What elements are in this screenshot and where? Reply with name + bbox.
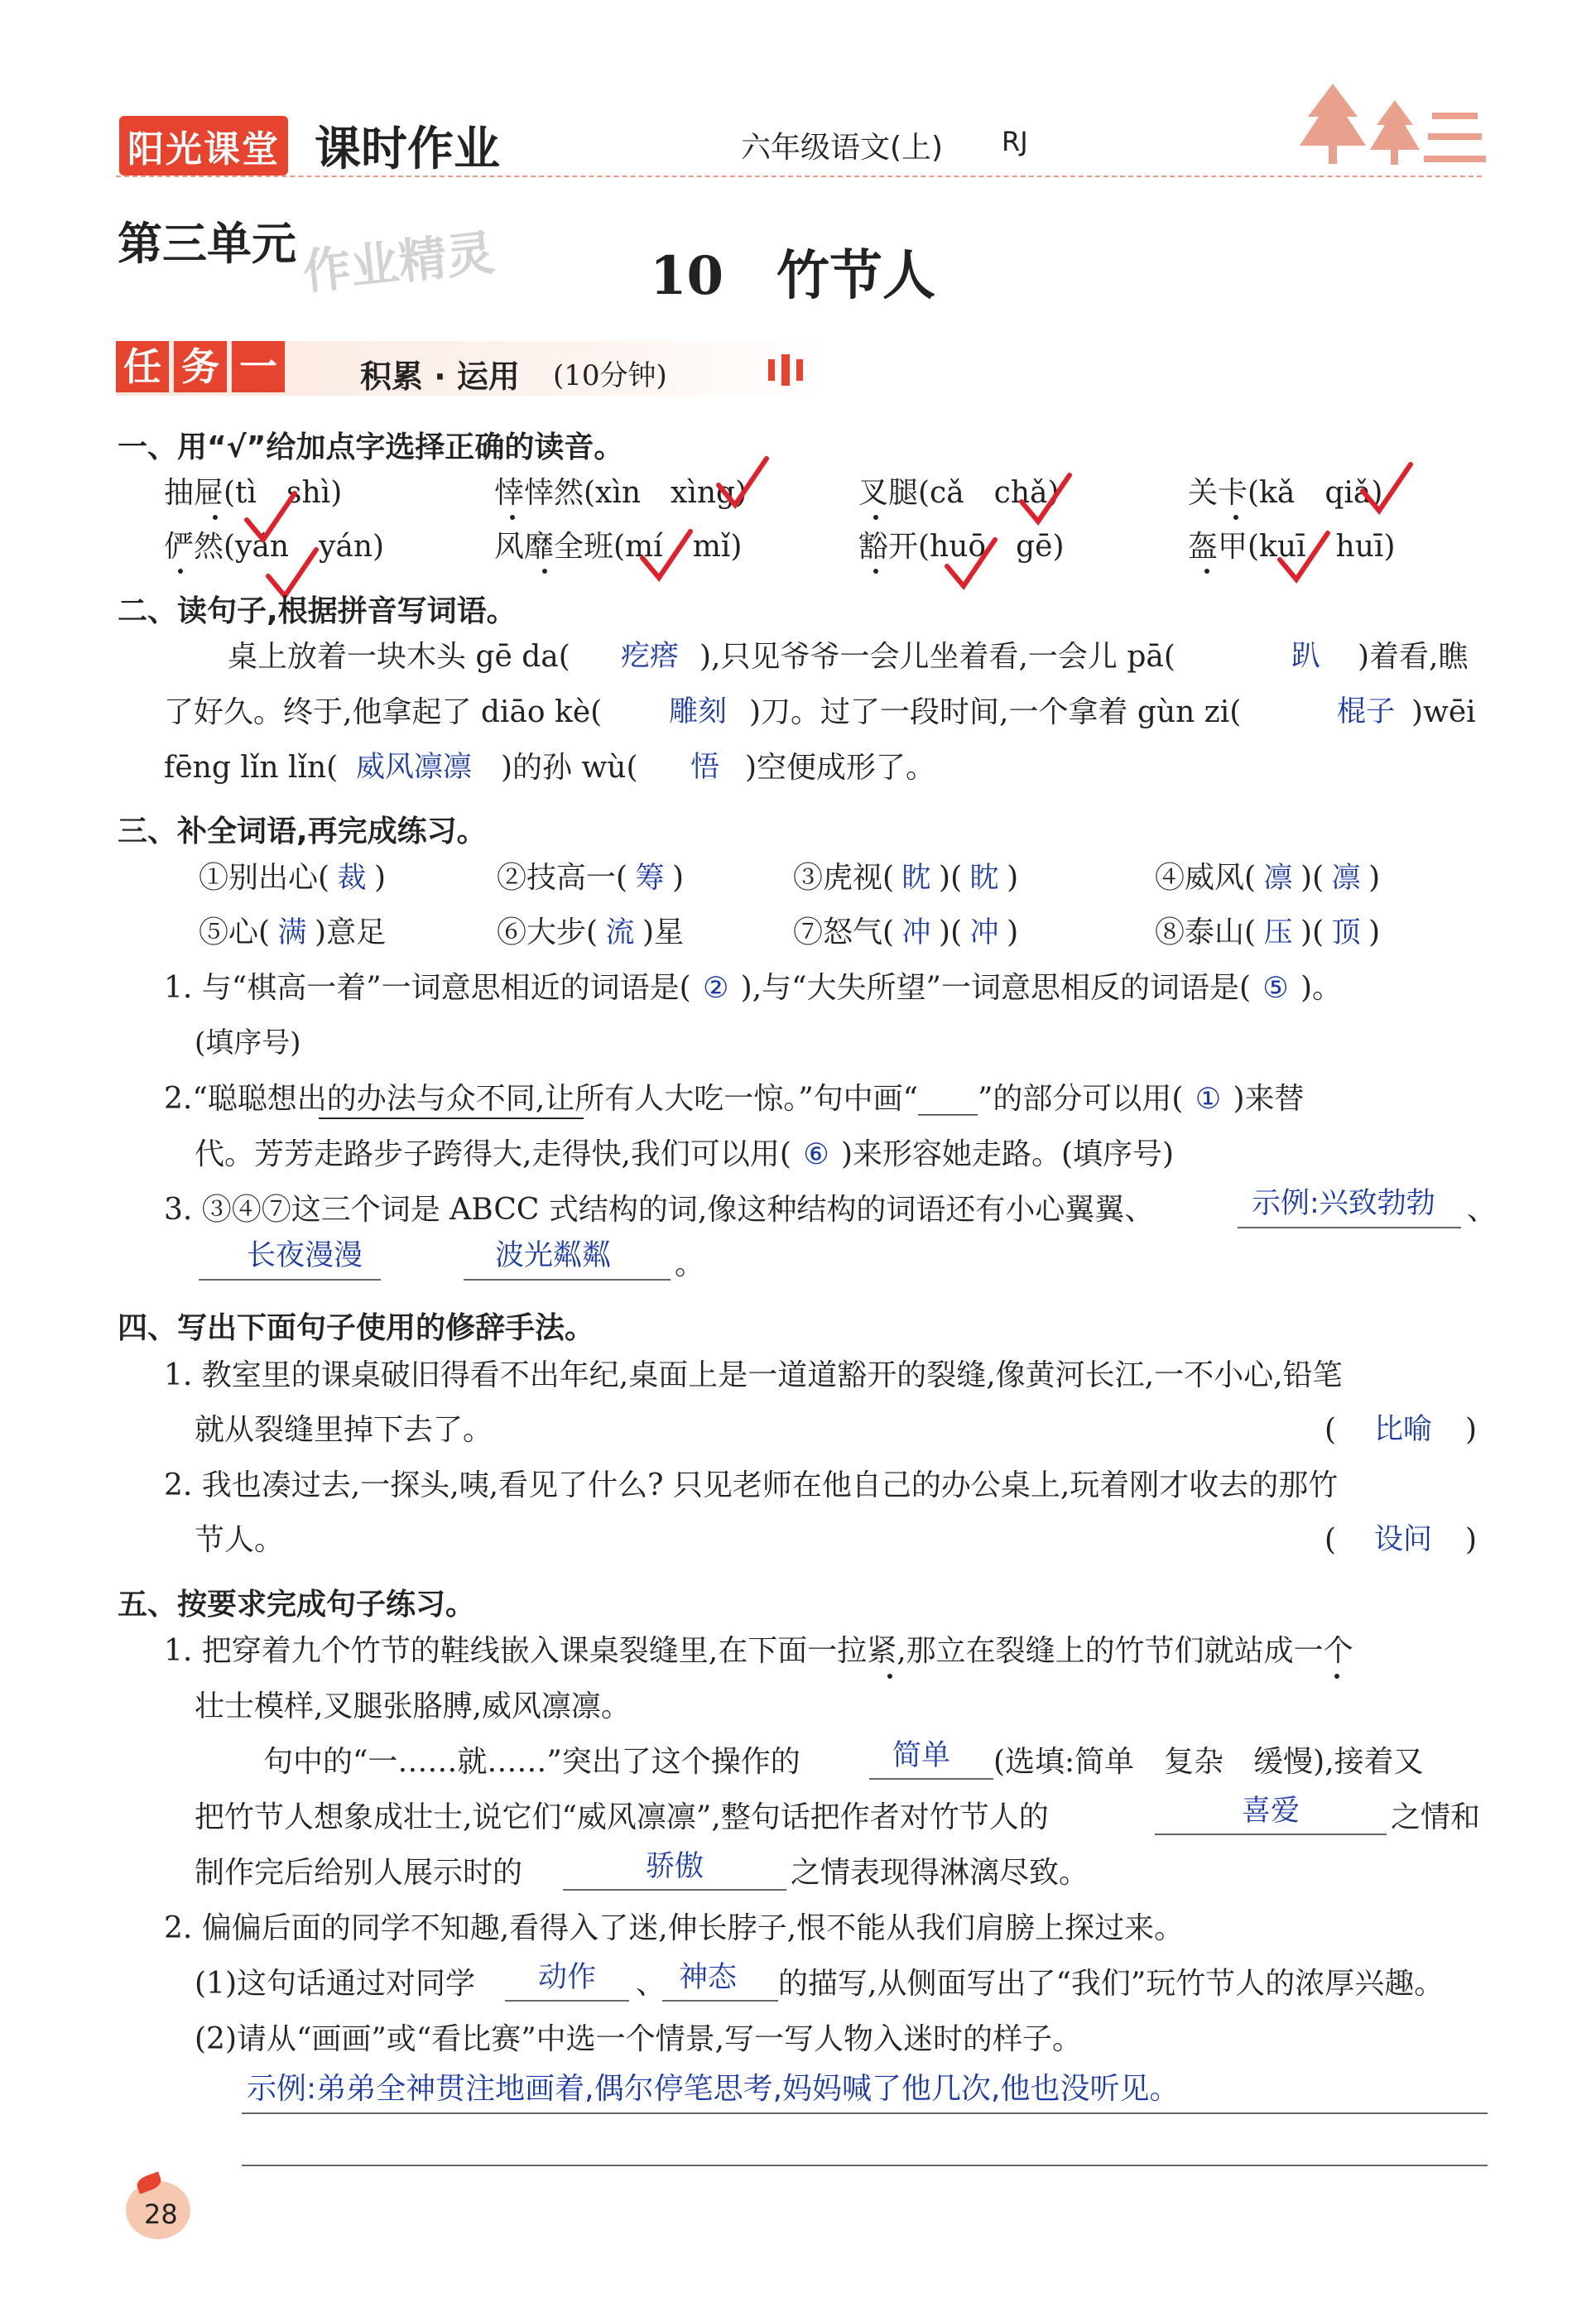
q2-line1a: 桌上放着一块木头 gē da(: [228, 640, 570, 674]
q4-item2-lparen: (: [1324, 1523, 1337, 1557]
q3-item4-mid: )(: [1300, 861, 1324, 895]
q3-item5-pre: ⑤心(: [199, 916, 271, 949]
q3-item6-answer[interactable]: 流: [605, 916, 635, 949]
q3-item3-answer-b[interactable]: 眈: [969, 862, 999, 895]
q1-r2-item4: 盔甲(kuī huī): [1188, 530, 1396, 564]
answer-line: [1238, 1227, 1461, 1228]
q2-line3a: fēng lǐn lǐn(: [164, 751, 339, 785]
q3-item4-pre: ④威风(: [1155, 861, 1257, 895]
emphasis-dot: [178, 569, 183, 574]
q2-line3b: )的孙 wù(: [501, 751, 638, 785]
q3-item8-pre: ⑧泰山(: [1155, 916, 1257, 949]
q3-item1-post: ): [374, 861, 387, 895]
q3-s1-line: [164, 973, 1342, 1003]
q3-item8-mid: )(: [1300, 916, 1324, 949]
q3-item2: [497, 863, 684, 893]
q3-item4-answer-a[interactable]: 凛: [1263, 862, 1293, 895]
q5-item1-line3a: 句中的“一……就……”突出了这个操作的: [263, 1745, 800, 1779]
q2-line2b: )刀。过了一段时间,一个拿着 gùn zi(: [749, 695, 1242, 729]
q5-answer5[interactable]: 神态: [679, 1961, 738, 1994]
edition-label: RJ: [1002, 126, 1028, 157]
q3-item7-answer-a[interactable]: 冲: [901, 916, 931, 949]
q2-answer3[interactable]: 雕刻: [669, 695, 728, 728]
q3-item2-answer[interactable]: 筹: [635, 862, 665, 895]
q3-s1b: ),与“大失所望”一词意思相反的词语是(: [740, 971, 1251, 1005]
answer-line: [563, 1889, 786, 1891]
q3-item5-post: )意足: [315, 916, 387, 949]
emphasis-dot: [887, 1674, 892, 1679]
q5-item2-sub2: (2)请从“画画”或“看比赛”中选一个情景,写一写人物入迷时的样子。: [195, 2022, 1083, 2056]
q3-item1-answer[interactable]: 裁: [337, 862, 367, 895]
q4-title: 四、写出下面句子使用的修辞手法。: [118, 1311, 595, 1345]
q2-answer6[interactable]: 悟: [690, 751, 720, 784]
check-mark-icon: [1275, 528, 1333, 586]
q4-answer1[interactable]: 比喻: [1374, 1413, 1433, 1446]
check-mark-icon: [242, 488, 300, 546]
q5-answer6[interactable]: 示例:弟弟全神贯注地画着,偶尔停笔思考,妈妈喊了他几次,他也没听见。: [247, 2072, 1180, 2106]
brand-badge: 阳光课堂: [119, 116, 288, 175]
q4-item1-rparen: ): [1465, 1413, 1478, 1447]
q3-s3a: 3. ③④⑦这三个词是 ABCC 式结构的词,像这种结构的词语还有小心翼翼、: [164, 1193, 1155, 1227]
q4-item1-lparen: (: [1324, 1413, 1337, 1447]
underlined-phrase-mark: [319, 1117, 584, 1119]
q5-item1-line3b: (选填:简单 复杂 缓慢),接着又: [993, 1745, 1424, 1779]
task-name: 积累 · 运用: [360, 358, 520, 395]
q3-s3-end: 。: [675, 1247, 705, 1281]
q3-s2-line2: [195, 1137, 1175, 1171]
q3-item8: [1155, 918, 1380, 948]
q5-answer2[interactable]: 喜爱: [1242, 1795, 1300, 1828]
answer-line: [505, 2000, 629, 2002]
q3-item7: [793, 918, 1018, 948]
lesson-title: 10 竹节人: [650, 245, 936, 307]
q3-s1-answer2[interactable]: ⑤: [1262, 972, 1289, 1005]
q2-answer5[interactable]: 威风凛凛: [356, 751, 473, 784]
q3-item5-answer[interactable]: 满: [277, 916, 307, 949]
q2-line2a: 了好久。终于,他拿起了 diāo kè(: [164, 695, 603, 729]
q3-s2-answer2[interactable]: ⑥: [803, 1138, 829, 1171]
q5-answer4[interactable]: 动作: [538, 1961, 597, 1994]
q3-s2d: )来形容她走路。(填序号): [840, 1137, 1175, 1171]
task-time: (10分钟): [553, 359, 667, 392]
q3-item8-answer-a[interactable]: 压: [1263, 916, 1293, 949]
q3-item3-pre: ③虎视(: [793, 861, 895, 895]
q3-item4-answer-b[interactable]: 凛: [1331, 862, 1361, 895]
q5-item1-line1: 1. 把穿着九个竹节的鞋线嵌入课桌裂缝里,在下面一拉紧,那立在裂缝上的竹节们就站成一个: [164, 1634, 1353, 1668]
q5-title: 五、按要求完成句子练习。: [118, 1588, 476, 1622]
q1-r2-item3: 豁开(huō gē): [858, 530, 1065, 564]
q3-s1-answer1[interactable]: ②: [702, 972, 729, 1005]
q3-item3-mid: )(: [939, 861, 963, 895]
q3-s2-answer1[interactable]: ①: [1195, 1083, 1222, 1116]
q4-item2-line2: 节人。: [195, 1523, 285, 1557]
answer-line: [1155, 1834, 1387, 1835]
q3-item4-post: ): [1368, 861, 1381, 895]
grade-label: 六年级语文(上): [741, 131, 944, 165]
emphasis-dot: [510, 515, 515, 520]
q2-line3c: )空便成形了。: [745, 751, 936, 785]
q1-r2-item1: 俨然(yǎn yán): [164, 530, 385, 564]
q2-line1b: ),只见爷爷一会儿坐着看,一会儿 pā(: [699, 640, 1175, 674]
emphasis-dot: [873, 515, 878, 520]
emphasis-dot: [1204, 569, 1209, 574]
q2-title: 二、读句子,根据拼音写词语。: [118, 594, 517, 628]
header-rule: [116, 175, 1482, 177]
q3-title: 三、补全词语,再完成练习。: [118, 815, 487, 848]
q5-answer3[interactable]: 骄傲: [646, 1850, 704, 1883]
q3-s1a: 1. 与“棋高一着”一词意思相近的词语是(: [164, 971, 691, 1005]
q5-item1-line5a: 制作完后给别人展示时的: [195, 1856, 523, 1890]
tree-decoration-icon: [1296, 79, 1486, 171]
q3-item2-post: ): [672, 861, 685, 895]
q1-title: 一、用“√”给加点字选择正确的读音。: [118, 430, 624, 464]
check-mark-icon: [942, 535, 1000, 593]
q4-item1-line1: 1. 教室里的课桌破旧得看不出年纪,桌面上是一道道豁开的裂缝,像黄河长江,一不小心,铅笔: [164, 1358, 1343, 1392]
q5-item2-sep: 、: [636, 1967, 666, 2001]
check-mark-icon: [637, 526, 695, 584]
q3-item5: [199, 918, 386, 948]
q4-item2-rparen: ): [1465, 1523, 1478, 1557]
emphasis-dot: [542, 569, 547, 574]
q2-line1c: )着看,瞧: [1358, 640, 1469, 674]
q1-r2-item2: 风靡全班(mí mǐ): [494, 530, 743, 564]
q2-line2c: )wēi: [1411, 695, 1476, 729]
q3-s2c: 代。芳芳走路步子跨得大,走得快,我们可以用(: [195, 1137, 791, 1171]
task-char-1: 任: [116, 341, 169, 392]
q3-s2a: 2.“聪聪想出的办法与众不同,让所有人大吃一惊。”句中画“____”的部分可以用(: [164, 1082, 1184, 1116]
q4-item1-line2: 就从裂缝里掉下去了。: [195, 1413, 493, 1447]
q3-item2-pre: ②技高一(: [497, 861, 628, 895]
q4-answer2[interactable]: 设问: [1374, 1523, 1433, 1556]
task-char-3: 一: [232, 341, 285, 392]
q3-item6: [497, 918, 684, 948]
q3-s3-answer3[interactable]: 波光粼粼: [495, 1239, 612, 1272]
q2-answer4[interactable]: 棍子: [1337, 695, 1396, 728]
check-mark-icon: [1017, 470, 1074, 528]
q3-item8-answer-b[interactable]: 顶: [1331, 916, 1361, 949]
answer-line: [242, 2112, 1488, 2114]
q3-s2b: )来替: [1233, 1082, 1305, 1116]
q4-item2-line1: 2. 我也凑过去,一探头,咦,看见了什么? 只见老师在他自己的办公桌上,玩着刚才收去的那竹: [164, 1468, 1339, 1502]
q3-s1c: )。: [1300, 971, 1343, 1005]
q2-answer1[interactable]: 疙瘩: [621, 640, 680, 673]
emphasis-dot: [1334, 1674, 1339, 1679]
q3-item7-mid: )(: [939, 916, 963, 949]
emphasis-dot: [213, 515, 218, 520]
answer-line: [662, 2000, 778, 2002]
q3-s3-answer1[interactable]: 示例:兴致勃勃: [1252, 1187, 1435, 1220]
q5-item1-line5b: 之情表现得淋漓尽致。: [791, 1856, 1089, 1890]
answer-line: [869, 1778, 993, 1780]
q5-item1-line4a: 把竹节人想象成壮士,说它们“威风凛凛”,整句话把作者对竹节人的: [195, 1800, 1049, 1834]
q5-item2-line1: 2. 偏偏后面的同学不知趣,看得入了迷,伸长脖子,恨不能从我们肩膀上探过来。: [164, 1911, 1185, 1945]
q1-r1-item2: 悻悻然(xìn xìng): [494, 476, 748, 510]
q3-item7-answer-b[interactable]: 冲: [969, 916, 999, 949]
emphasis-dot: [873, 569, 878, 574]
check-mark-icon: [1358, 459, 1416, 517]
q3-item6-pre: ⑥大步(: [497, 916, 598, 949]
q3-item6-post: )星: [642, 916, 685, 949]
q3-item7-pre: ⑦怒气(: [793, 916, 895, 949]
q3-s1d: (填序号): [195, 1026, 301, 1060]
q3-item3-post: ): [1007, 861, 1019, 895]
series-title: 课时作业: [315, 123, 500, 176]
q5-item1-line2: 壮士模样,叉腿张胳膊,威风凛凛。: [195, 1689, 631, 1723]
task-char-2: 务: [174, 341, 227, 392]
q3-item1-pre: ①别出心(: [199, 861, 330, 895]
q1-r1-item4: 关卡(kǎ qiǎ): [1188, 476, 1383, 510]
q3-item7-post: ): [1007, 916, 1019, 949]
q3-item1: [199, 863, 386, 893]
q1-r1-item1: 抽屉(tì shì): [164, 476, 343, 510]
watermark: 作业精灵: [300, 224, 498, 300]
q5-item2-sub1a: (1)这句话通过对同学: [195, 1967, 475, 2001]
unit-label: 第三单元: [118, 218, 296, 270]
emphasis-dot: [1233, 515, 1238, 520]
answer-line: [464, 1279, 671, 1281]
q3-item8-post: ): [1368, 916, 1381, 949]
answer-line: [242, 2165, 1488, 2166]
q3-item4: [1155, 863, 1380, 893]
q3-s3-sep: 、: [1467, 1193, 1497, 1227]
q5-item1-line4b: 之情和: [1391, 1800, 1481, 1834]
answer-line: [199, 1279, 381, 1281]
q2-answer2[interactable]: 趴: [1291, 640, 1321, 673]
q5-answer1[interactable]: 简单: [892, 1739, 951, 1772]
q3-s3-answer2[interactable]: 长夜漫漫: [247, 1239, 363, 1272]
q3-s2-line1: [164, 1084, 1305, 1114]
check-mark-icon: [714, 454, 772, 512]
page-number: 28: [144, 2199, 178, 2230]
q3-item3-answer-a[interactable]: 眈: [901, 862, 931, 895]
q1-r1-item3: 叉腿(cǎ chǎ): [858, 476, 1060, 510]
q3-item3: [793, 863, 1018, 893]
q5-item2-sub1b: 的描写,从侧面写出了“我们”玩竹节人的浓厚兴趣。: [778, 1967, 1445, 2001]
